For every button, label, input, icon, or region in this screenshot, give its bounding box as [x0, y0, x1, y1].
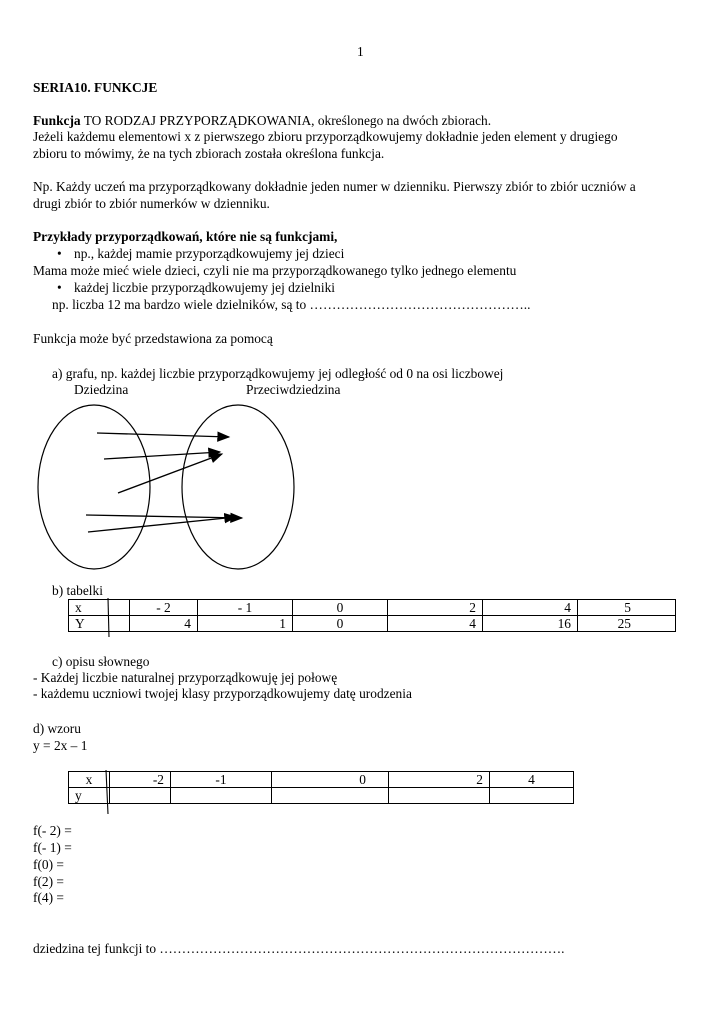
table-cell: 4 — [388, 616, 483, 632]
table-cell: 0 — [293, 616, 388, 632]
verbal-line-1: - Każdej liczbie naturalnej przyporządkowuję jej połowę — [33, 670, 338, 685]
example-line-2: drugi zbiór to zbiór numerków w dzienniku. — [33, 196, 270, 211]
table-row — [69, 788, 574, 804]
table-cell — [272, 788, 389, 804]
table-cell: 4 — [130, 616, 198, 632]
table-label: b) tabelki — [52, 583, 103, 598]
table-cell: 2 — [389, 772, 490, 788]
table-cell: -2 — [110, 772, 171, 788]
page-title: SERIA10. FUNKCJE — [33, 80, 158, 95]
definition-rest: TO RODZAJ PRZYPORZĄDKOWANIA, określonego na dwóch zbiorach. — [80, 113, 492, 128]
table-cell: Y — [69, 616, 130, 632]
table-cell: -1 — [171, 772, 272, 788]
table-cell — [110, 788, 171, 804]
formula-equation: y = 2x – 1 — [33, 738, 88, 753]
table-cell — [171, 788, 272, 804]
table-row — [69, 772, 574, 788]
value-line: f(2) = — [33, 874, 64, 889]
mapping-arrow — [86, 515, 242, 518]
domain-question: dziedzina tej funkcji to ………………………………………………………………………………. — [33, 941, 565, 956]
table-cell: - 1 — [198, 600, 293, 616]
value-line: f(- 1) = — [33, 840, 72, 855]
example-line-1: Np. Każdy uczeń ma przyporządkowany dokładnie jeden numer w dzienniku. Pierwszy zbiór to zbiór uczniów a — [33, 179, 636, 194]
non-function-bullet-1: • np., każdej mamie przyporządkowujemy jej dzieci — [74, 246, 344, 263]
table-cell — [490, 788, 574, 804]
domain-label: Dziedzina — [74, 382, 129, 397]
codomain-set-ellipse — [182, 405, 294, 569]
table-cell: 25 — [578, 616, 676, 632]
table-cell: 5 — [578, 600, 676, 616]
verbal-line-2: - każdemu uczniowi twojej klasy przyporządkowujemy datę urodzenia — [33, 686, 412, 701]
formula-table — [68, 771, 574, 804]
table-cell: 16 — [483, 616, 578, 632]
table-cell: 4 — [483, 600, 578, 616]
definition-term: Funkcja — [33, 113, 81, 128]
table-row — [69, 616, 676, 632]
codomain-label: Przeciwdziedzina — [246, 382, 341, 397]
value-line: f(4) = — [33, 890, 64, 905]
table-cell — [389, 788, 490, 804]
table-row — [69, 600, 676, 616]
definition-line-3: zbioru to mówimy, że na tych zbiorach została określona funkcja. — [33, 146, 385, 161]
table-cell: 0 — [272, 772, 389, 788]
mapping-arrow — [104, 452, 220, 459]
table-cell: x — [69, 772, 110, 788]
table-cell: x — [69, 600, 130, 616]
page-number: 1 — [357, 44, 364, 59]
mapping-arrow — [97, 433, 229, 437]
value-line: f(- 2) = — [33, 823, 72, 838]
values-table — [68, 599, 676, 632]
table-cell: 2 — [388, 600, 483, 616]
table-cell: y — [69, 788, 110, 804]
table-cell: 4 — [490, 772, 574, 788]
non-function-note-2: np. liczba 12 ma bardzo wiele dzielników, są to ………………………………………….. — [52, 297, 531, 312]
formula-label: d) wzoru — [33, 721, 81, 736]
table-cell: - 2 — [130, 600, 198, 616]
representations-intro: Funkcja może być przedstawiona za pomocą — [33, 331, 273, 346]
graph-label: a) grafu, np. każdej liczbie przyporządkowujemy jej odległość od 0 na osi liczbowej — [52, 366, 504, 381]
value-line: f(0) = — [33, 857, 64, 872]
non-function-bullet-2: • każdej liczbie przyporządkowujemy jej dzielniki — [74, 280, 335, 297]
non-function-note-1: Mama może mieć wiele dzieci, czyli nie ma przyporządkowanego tylko jednego elementu — [33, 263, 517, 278]
mapping-arrow — [88, 517, 236, 532]
table-cell: 1 — [198, 616, 293, 632]
mapping-arrow — [118, 454, 222, 493]
non-functions-heading: Przykłady przyporządkowań, które nie są funkcjami, — [33, 229, 338, 244]
table-cell: 0 — [293, 600, 388, 616]
verbal-label: c) opisu słownego — [52, 654, 150, 669]
definition-line-2: Jeżeli każdemu elementowi x z pierwszego zbioru przyporządkowujemy dokładnie jeden element y drugiego — [33, 129, 618, 144]
